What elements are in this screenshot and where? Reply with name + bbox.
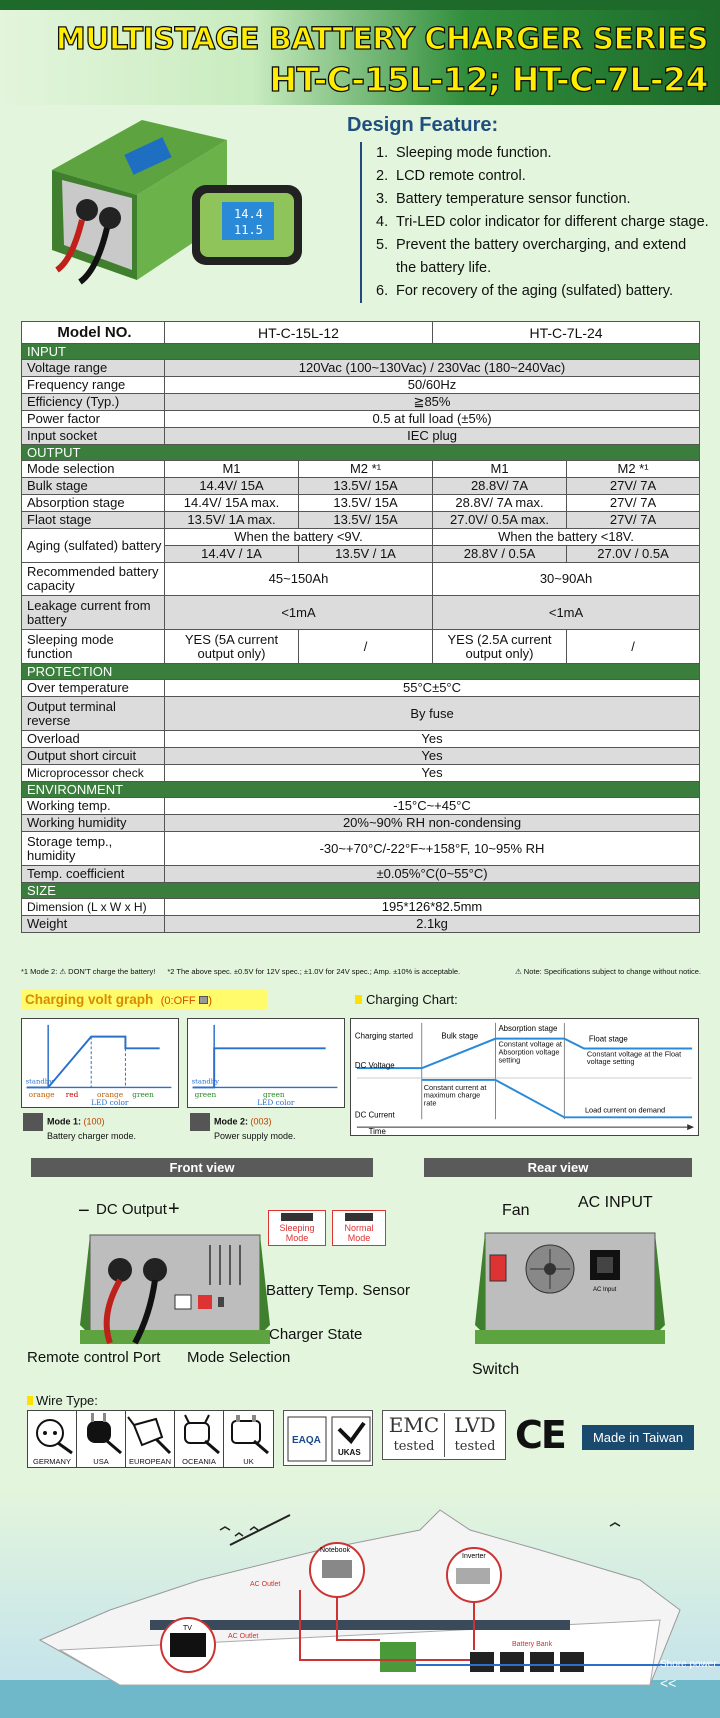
overload-value: Yes (165, 731, 700, 748)
sleep-mode-label: Sleeping Mode (279, 1223, 315, 1243)
sleeping-mode-value: / (567, 630, 700, 664)
plug-usa-label: USA (93, 1457, 109, 1466)
mode1-desc: Battery charger mode. (47, 1131, 137, 1141)
float-value: 27V/ 7A (567, 512, 700, 529)
mode2-caption (190, 1113, 296, 1141)
short-circuit-label: Output short circuit (22, 748, 165, 765)
footnote-2: *2 The above spec. ±0.5V for 12V spec.; ±1.0V for 24V spec.; Amp. ±10% is acceptable. (167, 967, 461, 976)
plug-types (27, 1410, 274, 1468)
design-feature-number: 4. (376, 214, 389, 230)
cc-absorption: Absorption stage (498, 1023, 558, 1033)
mode2-label: Mode 2: (214, 1116, 249, 1127)
over-temperature-label: Over temperature (22, 680, 165, 697)
section-environment: ENVIRONMENT (22, 782, 700, 798)
cc-load: Load current on demand (584, 1105, 666, 1115)
short-circuit-value: Yes (165, 748, 700, 765)
plug-european (126, 1411, 175, 1467)
mode-m1: M1 (165, 461, 299, 478)
cc-cv-abs: Constant voltage at Absorption voltage setting (498, 1040, 562, 1065)
dc-output-label: DC Output (96, 1201, 167, 1218)
design-feature-text: Tri-LED color indicator for different charge stage. (396, 214, 709, 230)
float-stage-label: Flaot stage (22, 512, 165, 529)
weight-label: Weight (22, 916, 165, 933)
plug-germany-label: GERMANY (33, 1457, 71, 1466)
charger-state-label: Charger State (269, 1326, 363, 1343)
terminal-reverse-label: Output terminal reverse (22, 697, 165, 731)
g1-green: green (132, 1090, 154, 1100)
lvd-label: LVD (454, 1413, 496, 1437)
design-feature-number: 5. (376, 237, 389, 253)
aging-value: 14.4V / 1A (165, 546, 299, 563)
cc-bulk: Bulk stage (441, 1031, 479, 1041)
input-socket-value: IEC plug (165, 428, 700, 445)
design-feature-item (376, 280, 710, 303)
mode1-caption (23, 1113, 136, 1141)
normal-mode-label: Normal Mode (344, 1223, 374, 1243)
fan-label: Fan (502, 1202, 530, 1219)
g1-orange2: orange (97, 1090, 124, 1100)
aging-value: 28.8V / 0.5A (433, 546, 567, 563)
emc-tested: tested (393, 1439, 435, 1454)
recommended-capacity-value: 45~150Ah (165, 563, 433, 596)
design-feature-number (376, 257, 396, 280)
lcd-current: 11.5 (234, 223, 263, 237)
cc-float: Float stage (588, 1034, 628, 1044)
section-size: SIZE (22, 883, 700, 899)
charging-chart-title: Charging Chart: (355, 992, 458, 1007)
dip-switch-icon (23, 1113, 43, 1131)
design-feature-number: 2. (376, 168, 389, 184)
working-temp-value: -15°C~+45°C (165, 798, 700, 815)
g1-standby: standby (25, 1077, 54, 1086)
plug-usa (77, 1411, 126, 1467)
boat-inverter: Inverter (462, 1553, 486, 1560)
mode2-code: (003) (250, 1116, 272, 1127)
plug-oceania-label: OCEANIA (182, 1457, 216, 1466)
mode-selection-label: Mode selection (22, 461, 165, 478)
working-temp-label: Working temp. (22, 798, 165, 815)
over-temperature-value: 55°C±5°C (165, 680, 700, 697)
front-view-title: Front view (31, 1158, 373, 1177)
weight-value: 2.1kg (165, 916, 700, 933)
microprocessor-value: Yes (165, 765, 700, 782)
ac-input-label: AC INPUT (578, 1194, 653, 1211)
sleeping-mode-value: YES (2.5A current output only) (433, 630, 567, 664)
dc-minus: − (78, 1200, 90, 1222)
working-humidity-label: Working humidity (22, 815, 165, 832)
design-feature-list (360, 142, 710, 303)
footnote-1: *1 Mode 2: ⚠ DON'T charge the battery! (21, 967, 156, 976)
footnote-note: ⚠ Note: Specifications subject to change without notice. (515, 967, 701, 976)
design-feature-number: 6. (376, 283, 389, 299)
switch-icon (345, 1213, 373, 1221)
ukas-text: UKAS (338, 1448, 361, 1457)
design-feature-item (376, 188, 710, 211)
dimension-value: 195*126*82.5mm (165, 899, 700, 916)
aging-condition: When the battery <18V. (433, 529, 700, 546)
aging-condition: When the battery <9V. (165, 529, 433, 546)
design-feature-text: For recovery of the aging (sulfated) battery. (396, 283, 673, 299)
mode-m2: M2 *¹ (567, 461, 700, 478)
aging-label: Aging (sulfated) battery (22, 529, 165, 563)
rear-view-image (475, 1225, 665, 1350)
working-humidity-value: 20%~90% RH non-condensing (165, 815, 700, 832)
section-protection: PROTECTION (22, 664, 700, 680)
cc-time: Time (368, 1127, 386, 1136)
section-input: INPUT (22, 344, 700, 360)
bulk-value: 27V/ 7A (567, 478, 700, 495)
absorption-value: 13.5V/ 15A (299, 495, 433, 512)
design-feature-text: Sleeping mode function. (396, 145, 552, 161)
g2-standby: standby (191, 1077, 220, 1086)
g2-green2: green (263, 1090, 285, 1100)
absorption-value: 14.4V/ 15A max. (165, 495, 299, 512)
sleep-mode-box (268, 1210, 326, 1246)
design-feature-text: the battery life. (396, 260, 492, 276)
aging-value: 27.0V / 0.5A (567, 546, 700, 563)
frequency-label: Frequency range (22, 377, 165, 394)
bulk-value: 13.5V/ 15A (299, 478, 433, 495)
plug-uk-label: UK (243, 1457, 254, 1466)
made-in-taiwan: Made in Taiwan (582, 1425, 694, 1450)
design-feature-text: Battery temperature sensor function. (396, 191, 631, 207)
boat-ac-outlet-2: AC Outlet (228, 1633, 259, 1640)
g2-led-color: LED color (257, 1098, 295, 1108)
switch-icon (281, 1213, 313, 1221)
plug-germany (28, 1411, 77, 1467)
plug-european-label: EUROPEAN (128, 1457, 172, 1466)
header-title: MULTISTAGE BATTERY CHARGER SERIES (55, 22, 708, 57)
rear-view-title: Rear view (424, 1158, 692, 1177)
microprocessor-label: Microprocessor check (22, 765, 165, 782)
footnotes (21, 967, 701, 976)
plug-uk (224, 1411, 273, 1467)
temp-coefficient-value: ±0.05%°C(0~55°C) (165, 866, 700, 883)
g2-green: green (194, 1090, 217, 1100)
design-feature-title: Design Feature: (347, 114, 499, 136)
normal-mode-box (332, 1210, 386, 1246)
emc-label: EMC (388, 1413, 440, 1437)
model-1: HT-C-15L-12 (165, 322, 433, 344)
mode2-graph (187, 1018, 345, 1108)
g1-led-color: LED color (91, 1098, 129, 1108)
boat-shore-power: Shore power (660, 1659, 717, 1670)
emc-lvd-box (382, 1410, 506, 1460)
power-factor-value: 0.5 at full load (±5%) (165, 411, 700, 428)
model-2: HT-C-7L-24 (433, 322, 700, 344)
lcd-voltage: 14.4 (234, 207, 263, 221)
charging-chart (350, 1018, 699, 1136)
storage-value: -30~+70°C/-22°F~+158°F, 10~95% RH (165, 832, 700, 866)
switch-label: Switch (472, 1361, 520, 1378)
boat-illustration (0, 1490, 720, 1718)
boat-notebook: Notebook (320, 1547, 350, 1554)
front-view-image (80, 1225, 270, 1350)
cc-cv-float: Constant voltage at the Float voltage setting (586, 1050, 682, 1067)
float-value: 13.5V/ 15A (299, 512, 433, 529)
storage-label: Storage temp., humidity (22, 832, 165, 866)
cc-dc-voltage: DC Voltage (354, 1061, 395, 1071)
header-banner (0, 0, 720, 105)
boat-tv: TV (183, 1625, 192, 1632)
voltage-range-value: 120Vac (100~130Vac) / 230Vac (180~240Vac) (165, 360, 700, 377)
frequency-value: 50/60Hz (165, 377, 700, 394)
header-model-numbers: HT-C-15L-12; HT-C-7L-24 (269, 60, 708, 99)
charger-product-image (52, 110, 342, 300)
float-value: 27.0V/ 0.5A max. (433, 512, 567, 529)
mode-m1: M1 (433, 461, 567, 478)
design-feature-item (376, 142, 710, 165)
model-label: Model NO. (22, 322, 165, 344)
cc-cc-max: Constant current at maximum charge rate (423, 1083, 487, 1108)
efficiency-label: Efficiency (Typ.) (22, 394, 165, 411)
remote-port-label: Remote control Port (27, 1349, 161, 1366)
certification-logos (283, 1410, 373, 1466)
temp-coefficient-label: Temp. coefficient (22, 866, 165, 883)
design-feature-text: LCD remote control. (396, 168, 526, 184)
float-value: 13.5V/ 1A max. (165, 512, 299, 529)
g1-red: red (65, 1090, 79, 1100)
svg-text:EAQA: EAQA (292, 1435, 321, 1446)
mode-selection-label-view: Mode Selection (187, 1349, 291, 1366)
ac-input-small: AC Input (593, 1287, 617, 1293)
dimension-label: Dimension (L x W x H) (22, 899, 165, 916)
cv-title-off: (0:OFF (160, 995, 196, 1007)
mode1-label: Mode 1: (47, 1116, 82, 1127)
design-feature-number: 1. (376, 145, 389, 161)
bulk-stage-label: Bulk stage (22, 478, 165, 495)
efficiency-value: ≧85% (165, 394, 700, 411)
header-band (0, 0, 720, 10)
cv-title-text: Charging volt graph (25, 992, 154, 1007)
mode1-code: (100) (83, 1116, 105, 1127)
boat-battery-bank: Battery Bank (512, 1641, 553, 1648)
dc-plus: + (168, 1198, 180, 1220)
overload-label: Overload (22, 731, 165, 748)
input-socket-label: Input socket (22, 428, 165, 445)
bulk-value: 28.8V/ 7A (433, 478, 567, 495)
wire-type-title: Wire Type: (27, 1393, 98, 1408)
sleeping-mode-label: Sleeping mode function (22, 630, 165, 664)
design-feature-item (376, 257, 710, 280)
sleeping-mode-value: YES (5A current output only) (165, 630, 299, 664)
power-factor-label: Power factor (22, 411, 165, 428)
design-feature-text: Prevent the battery overcharging, and extend (396, 237, 687, 253)
design-feature-number: 3. (376, 191, 389, 207)
cc-dc-current: DC Current (354, 1110, 395, 1120)
recommended-capacity-label: Recommended battery capacity (22, 563, 165, 596)
plug-oceania (175, 1411, 224, 1467)
sleeping-mode-value: / (299, 630, 433, 664)
cc-charging-started: Charging started (354, 1031, 414, 1041)
spec-table (21, 321, 700, 933)
aging-value: 13.5V / 1A (299, 546, 433, 563)
mode2-desc: Power supply mode. (214, 1131, 296, 1141)
leakage-current-value: <1mA (165, 596, 433, 630)
shore-arrow-icon: << (660, 1675, 677, 1691)
section-output: OUTPUT (22, 445, 700, 461)
g1-orange: orange (28, 1090, 55, 1100)
bulk-value: 14.4V/ 15A (165, 478, 299, 495)
mode1-graph (21, 1018, 179, 1108)
mode-m2: M2 *¹ (299, 461, 433, 478)
boat-ac-outlet: AC Outlet (250, 1581, 281, 1588)
design-feature-item (376, 234, 710, 257)
charging-volt-graph-title: Charging volt graph (0:OFF ) (21, 990, 267, 1010)
dip-switch-icon (190, 1113, 210, 1131)
absorption-stage-label: Absorption stage (22, 495, 165, 512)
leakage-current-value: <1mA (433, 596, 700, 630)
lvd-tested: tested (454, 1439, 496, 1454)
temp-sensor-label: Battery Temp. Sensor (266, 1282, 410, 1299)
leakage-current-label: Leakage current from battery (22, 596, 165, 630)
recommended-capacity-value: 30~90Ah (433, 563, 700, 596)
absorption-value: 27V/ 7A (567, 495, 700, 512)
absorption-value: 28.8V/ 7A max. (433, 495, 567, 512)
voltage-range-label: Voltage range (22, 360, 165, 377)
design-feature-item (376, 211, 710, 234)
terminal-reverse-value: By fuse (165, 697, 700, 731)
design-feature-item (376, 165, 710, 188)
ce-mark: CE (515, 1413, 565, 1457)
